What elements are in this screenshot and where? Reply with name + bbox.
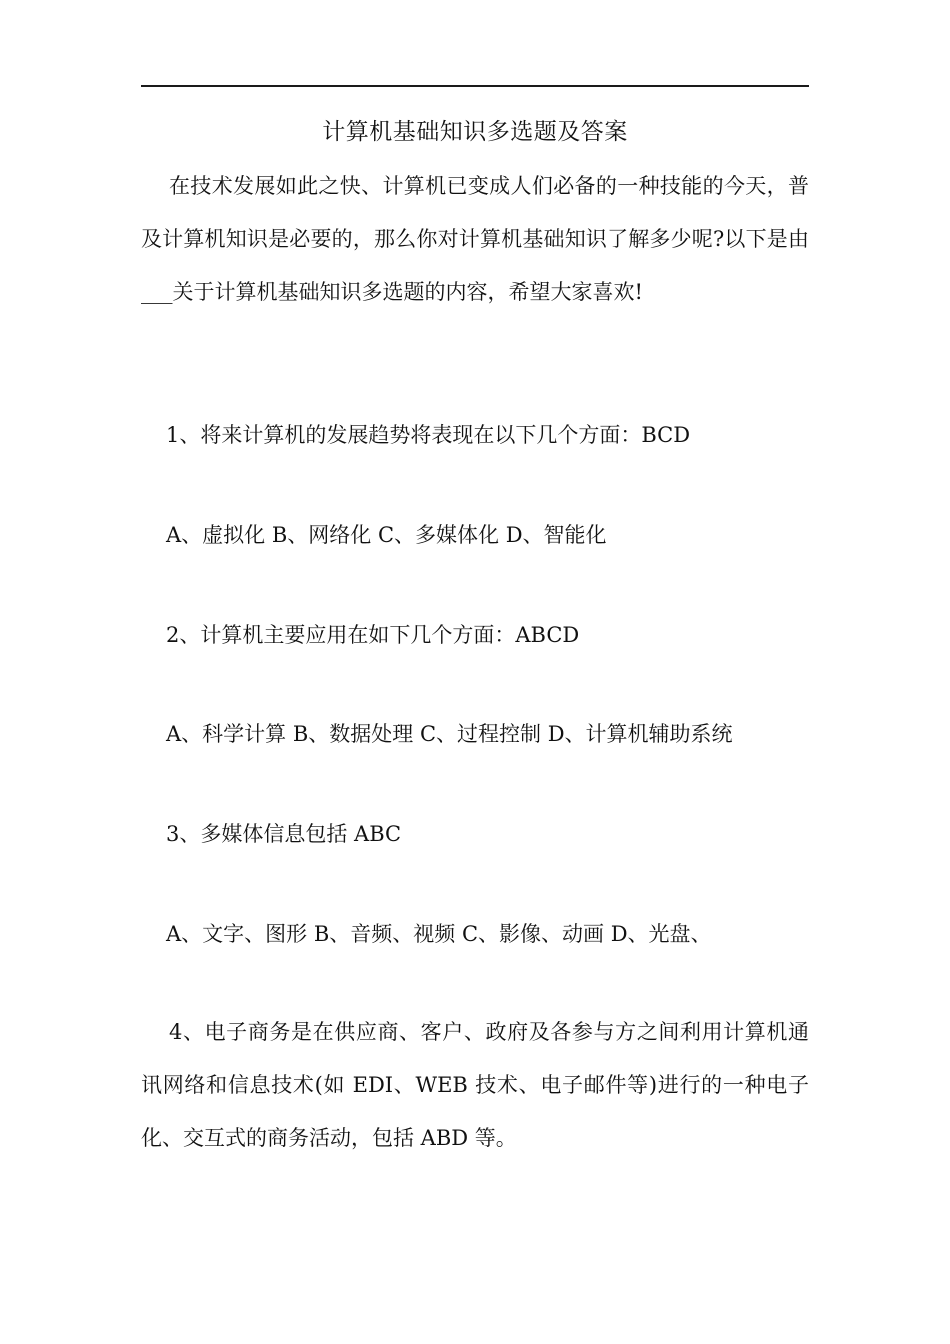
options-2: A、科学计算 B、数据处理 C、过程控制 D、计算机辅助系统	[166, 722, 733, 746]
options-1: A、虚拟化 B、网络化 C、多媒体化 D、智能化	[166, 523, 607, 547]
options-3: A、文字、图形 B、音频、视频 C、影像、动画 D、光盘、	[166, 922, 712, 946]
question-3: 3、多媒体信息包括 ABC	[166, 822, 402, 846]
document-title: 计算机基础知识多选题及答案	[322, 119, 628, 145]
header-rule	[141, 85, 809, 87]
intro-paragraph: 在技术发展如此之快、计算机已变成人们必备的一种技能的今天，普及计算机知识是必要的，那么你对计算机基础知识了解多少呢?以下是由 ___关于计算机基础知识多选题的内容，希望大家喜欢!	[141, 174, 809, 304]
question-4: 4、电子商务是在供应商、客户、政府及各参与方之间利用计算机通讯网络和信息技术(如 EDI、WEB 技术、电子邮件等)进行的一种电子化、交互式的商务活动，包括 ABD 等。	[141, 1020, 809, 1150]
question-1: 1、将来计算机的发展趋势将表现在以下几个方面：BCD	[166, 423, 691, 447]
question-2: 2、计算机主要应用在如下几个方面：ABCD	[166, 623, 580, 647]
